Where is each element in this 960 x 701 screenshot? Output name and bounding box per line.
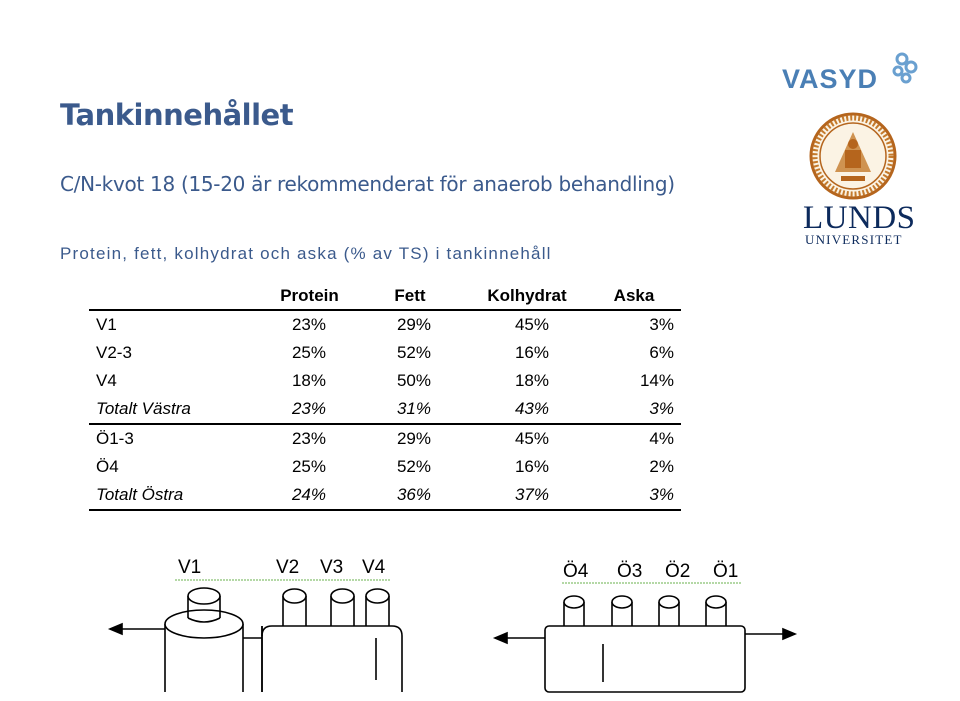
cell-fett: 50% [396,371,431,390]
cell-kolhydrat: 45% [514,315,549,334]
row-label: Totalt Östra [89,481,266,510]
cell-fett: 29% [396,315,431,334]
cell-fett: 52% [396,343,431,362]
lund-seal-logo [805,112,901,205]
tank-label-v2: V2 [276,557,300,578]
table-caption: Protein, fett, kolhydrat och aska (% av TS) i tankinnehåll [60,244,552,263]
cell-aska: 2% [649,457,674,476]
table-row-total-west [89,395,681,424]
cell-kolhydrat: 43% [467,395,587,424]
cell-protein: 23% [291,429,326,448]
header-protein: Protein [266,282,353,310]
row-label: Totalt Västra [89,395,266,424]
vasyd-logo-graphic [780,45,920,95]
table-row [89,453,681,481]
vasyd-wordmark: VASYD [782,64,879,94]
lund-subtitle: UNIVERSITET [805,232,903,247]
cell-kolhydrat: 16% [514,457,549,476]
row-label: Ö1-3 [96,429,134,448]
cell-aska: 3% [587,395,681,424]
cell-aska: 14% [639,371,674,390]
cell-aska: 6% [649,343,674,362]
table-header-row [89,282,681,310]
cell-kolhydrat: 45% [514,429,549,448]
cell-aska: 3% [649,315,674,334]
cell-protein: 25% [291,457,326,476]
cell-protein: 23% [291,315,326,334]
table-row-total-east [89,481,681,510]
slide-title: Tankinnehållet [60,98,294,132]
tank-diagram-graphic [0,540,960,696]
cell-aska: 3% [587,481,681,510]
row-label: V4 [96,371,117,390]
header-fett: Fett [353,282,467,310]
header-label-col [89,282,266,310]
header-aska: Aska [587,282,681,310]
row-label: V2-3 [96,343,132,362]
cell-fett: 29% [396,429,431,448]
cell-kolhydrat: 37% [467,481,587,510]
cell-fett: 52% [396,457,431,476]
row-label: V1 [96,315,117,334]
tank-label-v3: V3 [320,557,344,578]
tank-label-o4: Ö4 [563,561,589,582]
table-row [89,339,681,367]
tank-label-o2: Ö2 [665,561,691,582]
cell-protein: 23% [266,395,353,424]
table-row [89,310,681,339]
tank-label-v4: V4 [362,557,386,578]
table-row [89,367,681,395]
cell-protein: 18% [291,371,326,390]
header-kolhydrat: Kolhydrat [467,282,587,310]
composition-table [89,282,681,511]
slide-subtitle: C/N-kvot 18 (15-20 är rekommenderat för anaerob behandling) [60,172,675,196]
tank-label-v1: V1 [178,557,202,578]
cell-fett: 31% [353,395,467,424]
vasyd-logo [780,45,920,100]
lund-wordmark: LUNDS [803,200,916,236]
cell-fett: 36% [353,481,467,510]
lund-seal-icon [805,112,901,200]
tank-label-o1: Ö1 [713,561,739,582]
table-row [89,424,681,453]
cell-protein: 24% [266,481,353,510]
cell-aska: 4% [649,429,674,448]
tank-diagram [0,540,960,701]
row-label: Ö4 [96,457,119,476]
cell-kolhydrat: 16% [514,343,549,362]
tank-label-o3: Ö3 [617,561,643,582]
cell-kolhydrat: 18% [514,371,549,390]
cell-protein: 25% [291,343,326,362]
